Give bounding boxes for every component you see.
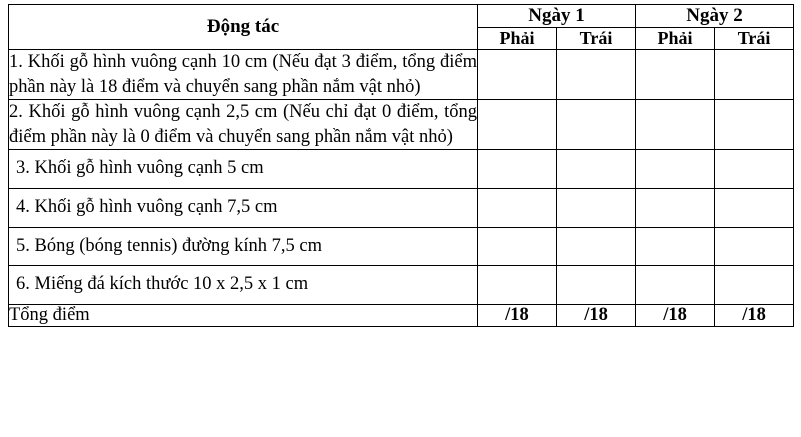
row-day2-left-value[interactable] — [715, 50, 794, 100]
total-day2-right-value[interactable]: /18 — [636, 304, 715, 326]
column-header-day1-left: Trái — [557, 28, 636, 50]
total-day1-left-value[interactable]: /18 — [557, 304, 636, 326]
row-action-label: 6. Miếng đá kích thước 10 x 2,5 x 1 cm — [9, 266, 478, 305]
table-body — [9, 50, 794, 327]
row-day1-left-value[interactable] — [557, 50, 636, 100]
total-day1-right-value[interactable]: /18 — [478, 304, 557, 326]
table-header — [9, 5, 794, 50]
column-header-day2-right: Phải — [636, 28, 715, 50]
row-day1-left-value[interactable] — [557, 266, 636, 305]
row-day1-right-value[interactable] — [478, 150, 557, 189]
row-day2-right-value[interactable] — [636, 266, 715, 305]
row-day1-right-value[interactable] — [478, 188, 557, 227]
row-day1-right-value[interactable] — [478, 100, 557, 150]
row-day2-right-value[interactable] — [636, 50, 715, 100]
column-header-day2-left: Trái — [715, 28, 794, 50]
row-day1-right-value[interactable] — [478, 266, 557, 305]
row-action-label: 2. Khối gỗ hình vuông cạnh 2,5 cm (Nếu chỉ đạt 0 điểm, tổng điểm phần này là 0 điểm và chuyển sang phần nắm vật nhỏ) — [9, 100, 478, 150]
row-day1-left-value[interactable] — [557, 227, 636, 266]
column-header-action: Động tác — [9, 5, 478, 50]
row-day2-right-value[interactable] — [636, 188, 715, 227]
table-row — [9, 150, 794, 189]
header-row-top — [9, 5, 794, 28]
row-day1-left-value[interactable] — [557, 150, 636, 189]
row-day2-left-value[interactable] — [715, 227, 794, 266]
row-day2-left-value[interactable] — [715, 266, 794, 305]
row-day2-right-value[interactable] — [636, 150, 715, 189]
table-row-total — [9, 304, 794, 326]
total-day2-left-value[interactable]: /18 — [715, 304, 794, 326]
row-day2-right-value[interactable] — [636, 100, 715, 150]
table-row — [9, 188, 794, 227]
row-day2-right-value[interactable] — [636, 227, 715, 266]
row-day1-right-value[interactable] — [478, 50, 557, 100]
row-day1-left-value[interactable] — [557, 100, 636, 150]
column-header-day1-right: Phải — [478, 28, 557, 50]
row-day1-left-value[interactable] — [557, 188, 636, 227]
table-row — [9, 100, 794, 150]
row-day1-right-value[interactable] — [478, 227, 557, 266]
row-action-label: 3. Khối gỗ hình vuông cạnh 5 cm — [9, 150, 478, 189]
score-table — [8, 4, 794, 327]
total-label: Tổng điểm — [9, 304, 478, 326]
row-day2-left-value[interactable] — [715, 100, 794, 150]
row-action-label: 5. Bóng (bóng tennis) đường kính 7,5 cm — [9, 227, 478, 266]
row-day2-left-value[interactable] — [715, 188, 794, 227]
table-row — [9, 266, 794, 305]
row-action-label: 1. Khối gỗ hình vuông cạnh 10 cm (Nếu đạt 3 điểm, tổng điểm phần này là 18 điểm và chuyển sang phần nắm vật nhỏ) — [9, 50, 478, 100]
table-row — [9, 50, 794, 100]
row-day2-left-value[interactable] — [715, 150, 794, 189]
column-header-day2: Ngày 2 — [636, 5, 794, 28]
column-header-day1: Ngày 1 — [478, 5, 636, 28]
table-row — [9, 227, 794, 266]
row-action-label: 4. Khối gỗ hình vuông cạnh 7,5 cm — [9, 188, 478, 227]
